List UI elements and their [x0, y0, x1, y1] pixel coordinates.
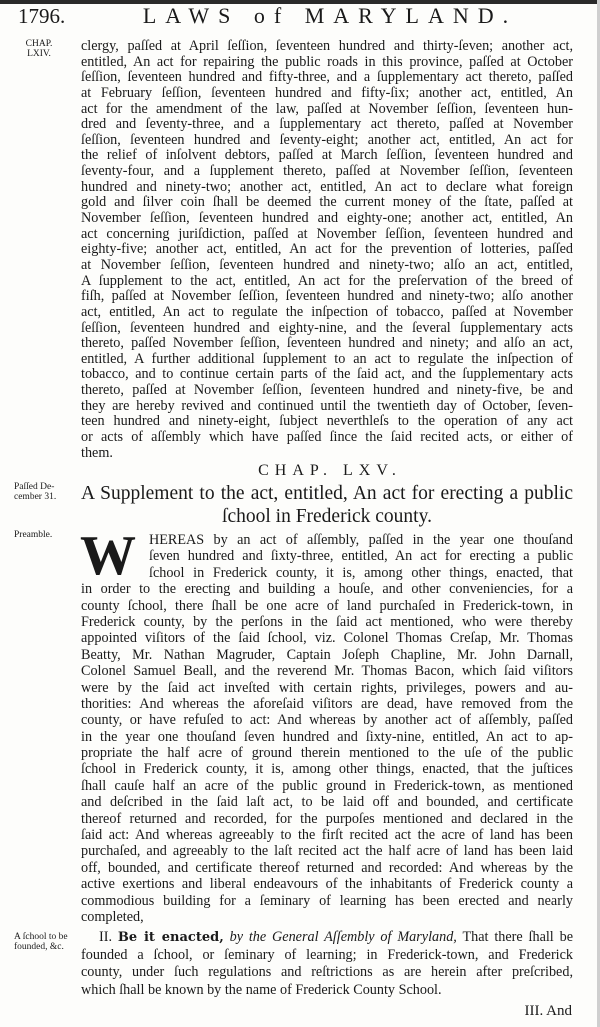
section-number: II. — [99, 929, 112, 945]
catchword: III. And — [524, 1003, 572, 1019]
text-line: thereto, paſſed November ſeſſion, ſeventeen hundred and ninety; and alſo an act, — [81, 336, 573, 352]
text-line: were by the ſaid act inveſted with certain rights, privileges, powers and au- — [81, 679, 573, 696]
margin-note-preamble: Preamble. — [14, 530, 53, 540]
text-line: clergy, paſſed at April ſeſſion, ſeventeen hundred and thirty-ſeven; another act, — [81, 39, 573, 54]
running-title: LAWS of MARYLAND. — [142, 3, 518, 28]
text-line: tobacco, and to continue certain parts of the ſaid act, and the ſupplementary acts — [81, 367, 573, 383]
margin-note-school — [14, 932, 76, 952]
margin-note-line: LXIV. — [27, 49, 51, 59]
margin-note-line: founded, &c. — [14, 942, 64, 952]
text-line: act, entitled, An act to regulate the inſpection of tobacco, paſſed at November — [81, 304, 573, 320]
text-line: entitled, An act for repairing the public roads in this province, paſſed at October — [81, 54, 573, 70]
text-line: county, or have refuſed to act: And whereas by another act of aſſembly, paſſed — [81, 712, 573, 729]
chapter-title-line: A Supplement to the act, entitled, An act for erecting a public — [81, 483, 573, 504]
section-2-first-rest: That there ſhall be — [462, 929, 573, 945]
section-2-first-line — [81, 929, 573, 947]
text-line: they are hereby revived and continued until the twentieth day of October, ſeven- — [81, 398, 573, 414]
text-line: off, bounded, and certificate thereof returned and recorded: And whereas by the — [81, 859, 573, 876]
text-line: gold and ſilver coin ſhall be deemed the current money of the ſtate, paſſed at — [81, 195, 573, 211]
drop-cap: W — [80, 525, 136, 587]
text-line: Frederick county, by the perſons in the ſaid act mentioned, who were thereby — [81, 613, 573, 630]
margin-note-passed — [14, 482, 76, 502]
margin-note-line: Paſſed De- — [14, 482, 55, 492]
text-line: appointed viſitors of the ſaid ſchool, viz. Colonel Thomas Creſap, Mr. Thomas — [81, 630, 573, 647]
margin-note-chap-lxiv — [14, 39, 64, 59]
chap-lxiv-continuation — [81, 39, 573, 461]
text-line: active exertions and liberal endeavours of the inhabitants of Frederick county a — [81, 876, 573, 893]
text-line: propriate the half acre of ground therein mentioned to the uſe of the public — [81, 745, 573, 762]
text-line: purchaſed, and agreeably to the laſt recited act the half acre of land has been laid — [81, 843, 573, 860]
text-line: A ſupplement to the act, entitled, An act for the preſervation of the breed of — [81, 273, 573, 289]
text-line: eighty-five; another act, entitled, An act for the prevention of lotteries, paſſed — [81, 242, 573, 258]
section-2 — [81, 929, 573, 999]
text-line: completed, — [81, 908, 144, 925]
text-line: commodious building for a ſeminary of learning has been erected and nearly — [81, 892, 573, 909]
chapter-title — [81, 482, 573, 528]
text-line: ſeſſion, ſeventeen hundred and fifty-three, and a ſupplementary act thereto, paſſed — [81, 70, 573, 86]
text-line: thereof returned and recorded, for the purpoſes mentioned and declared in the — [81, 810, 573, 827]
text-line: in the year one thouſand ſeven hundred and ſixty-nine, entitled, An act to ap- — [81, 728, 573, 745]
text-line: hundred and ninety-two; another act, entitled, An act to declare what foreign — [81, 179, 573, 195]
text-line: founded a ſchool, or ſeminary of learning; in Frederick-town, and Frederick — [81, 946, 573, 963]
text-line: November ſeſſion, ſeventeen hundred and eighty-one; another act, entitled, An — [81, 211, 573, 227]
text-line: act for the amendment of the law, paſſed at November ſeſſion, ſeventeen hun- — [81, 101, 573, 117]
text-line: ſeventy-four, and a ſupplement thereto, paſſed at November ſeſſion, ſeventeen — [81, 164, 573, 180]
text-line: the relief of inſolvent debtors, paſſed at March ſeſſion, ſeventeen hundred and — [81, 148, 573, 164]
margin-note-line: cember 31. — [14, 492, 57, 502]
text-line: Colonel Samuel Beall, and the reverend Mr. Thomas Bacon, which ſaid viſitors — [81, 663, 573, 680]
text-line: ſeven hundred and ſixty-three, entitled, An act for erecting a public — [149, 548, 573, 565]
text-line: county ſchool, there ſhall be one acre of land purchaſed in Frederick-town, in — [81, 597, 573, 614]
text-line: ſaid act: And whereas agreeably to the firſt recited act the acre of land has been — [81, 827, 573, 844]
text-line: which ſhall be known by the name of Frederick County School. — [81, 981, 442, 998]
enacting-authority: by the General Aſſembly of Maryland, — [229, 929, 457, 945]
text-line: in order to the erecting and building a houſe, and other conveniencies, for a — [81, 581, 573, 598]
preamble-text — [80, 525, 573, 925]
text-line: HEREAS by an act of aſſembly, paſſed in the year one thouſand — [149, 532, 573, 548]
margin-note-line: CHAP. — [25, 39, 53, 49]
text-line: ſeſſion, ſeventeen hundred and ſeventy-eight; another act, entitled, An act for — [81, 132, 573, 148]
text-line: at November ſeſſion, ſeventeen hundred and ninety-two; alſo an act, entitled, — [81, 257, 573, 273]
text-line: fiſh, paſſed at November ſeſſion, ſeventeen hundred and ninety-two; alſo another — [81, 289, 573, 305]
chapter-heading: CHAP. LXV. — [258, 462, 402, 479]
text-line: at February ſeſſion, ſeventeen hundred and fifty-ſix; another act, entitled, An — [81, 85, 573, 101]
text-line: them. — [81, 445, 113, 461]
text-line: ſchool in Frederick county, it is, among other things, enacted, that the juſtices — [81, 761, 573, 778]
text-line: teen hundred and ninety-eight, ſubject neverthleſs to the operation of any act — [81, 414, 573, 430]
text-line: or acts of aſſembly which have paſſed ſince the ſaid recited acts, or either of — [81, 430, 573, 446]
text-line: ſeſſion, ſeventeen hundred and eighty-nine, and the ſeveral ſupplementary acts — [81, 320, 573, 336]
text-line: entitled, A further additional ſupplement to an act to regulate the inſpection of — [81, 351, 573, 367]
text-line: thereto, paſſed at November ſeſſion, ſeventeen hundred and ninety-five, be and — [81, 383, 573, 399]
text-line: dred and ſeventy-three, and a ſupplementary act thereto, paſſed at November — [81, 117, 573, 133]
text-line: ſchool in Frederick county, it is, among other things, enacted, that — [149, 564, 573, 581]
enacting-clause: Be it enacted, — [117, 930, 224, 945]
chapter-title-line: ſchool in Frederick county. — [222, 506, 432, 527]
page-year: 1796. — [18, 4, 66, 28]
text-line: ſhall cauſe half an acre of the public ground in Frederick-town, as mentioned — [81, 777, 573, 794]
text-line: and deſcribed in the ſaid laſt act, to be laid off and bounded, and certificate — [81, 794, 573, 811]
text-line: Beatty, Mr. Nathan Magruder, Captain Joſeph Chapline, Mr. John Darnall, — [81, 646, 573, 663]
text-line: thorities: And whereas the aforeſaid viſitors are dead, have removed from the — [81, 695, 573, 712]
text-line: act concerning juriſdiction, paſſed at November ſeſſion, ſeventeen hundred and — [81, 226, 573, 242]
text-line: county, under ſuch regulations and reſtrictions as are herein after preſcribed, — [81, 964, 573, 981]
margin-note-line: A ſchool to be — [14, 932, 68, 942]
